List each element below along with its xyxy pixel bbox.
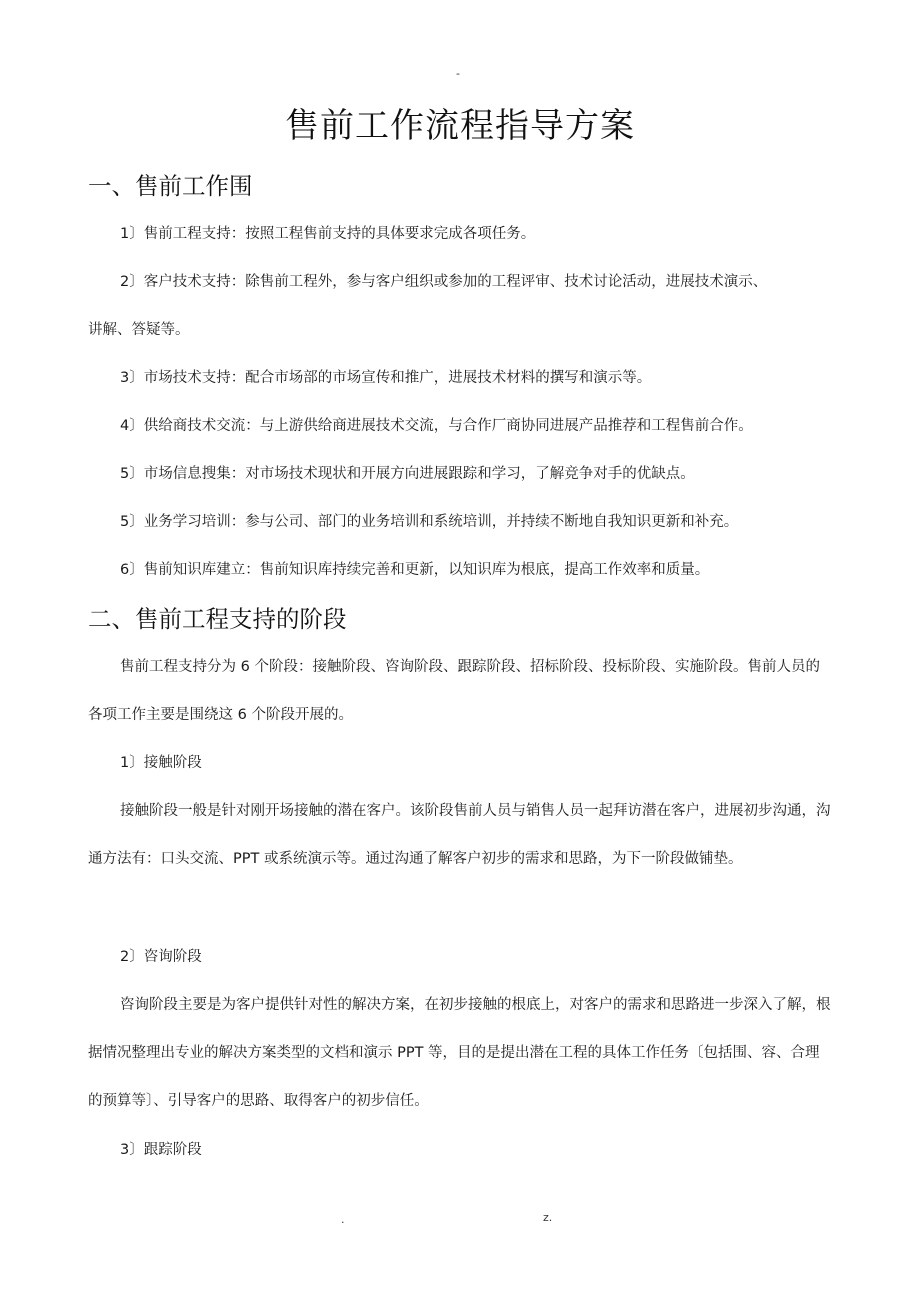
section-2-heading: 二、售前工程支持的阶段: [88, 605, 347, 633]
list-item: 5〕市场信息搜集：对市场技术现状和开展方向进展跟踪和学习，了解竞争对手的优缺点。: [120, 466, 695, 482]
stage-2-title: 2〕咨询阶段: [120, 949, 202, 965]
list-item: 4〕供给商技术交流：与上游供给商进展技术交流，与合作厂商协同进展产品推荐和工程售前合作。: [120, 418, 753, 434]
list-item-continuation: 讲解、答疑等。: [88, 322, 190, 338]
list-item: 1〕售前工程支持：按照工程售前支持的具体要求完成各项任务。: [120, 226, 536, 242]
section-2-intro: 售前工程支持分为 6 个阶段：接触阶段、咨询阶段、跟踪阶段、招标阶段、投标阶段、实施阶段。售前人员的各项工作主要是围绕这 6 个阶段开展的。: [88, 659, 820, 723]
stage-2-text: 咨询阶段主要是为客户提供针对性的解决方案，在初步接触的根底上，对客户的需求和思路进一步深入了解，根据情况整理出专业的解决方案类型的文档和演示 PPT 等，目的是提出潜在工程的具体工作任务〔包括围、容、合理的预算等〕、引导客户的思路、取得客户的初步信任。: [88, 997, 831, 1109]
list-item: 2〕客户技术支持：除售前工程外，参与客户组织或参加的工程评审、技术讨论活动，进展技术演示、: [120, 274, 768, 290]
list-item: 5〕业务学习培训：参与公司、部门的业务培训和系统培训，并持续不断地自我知识更新和补充。: [120, 514, 739, 530]
page-header-mark: -: [456, 67, 460, 80]
document-title: 售前工作流程指导方案: [285, 106, 635, 146]
list-item: 3〕市场技术支持：配合市场部的市场宣传和推广，进展技术材料的撰写和演示等。: [120, 370, 652, 386]
section-1-heading: 一、售前工作围: [88, 172, 253, 200]
page-footer-left-mark: .: [341, 1213, 345, 1226]
stage-3-title: 3〕跟踪阶段: [120, 1142, 202, 1158]
stage-1-text: 接触阶段一般是针对刚开场接触的潜在客户。该阶段售前人员与销售人员一起拜访潜在客户，进展初步沟通，沟通方法有：口头交流、PPT 或系统演示等。通过沟通了解客户初步的需求和思路，为下一阶段做铺垫。: [88, 803, 831, 867]
page-footer-right-mark: z.: [543, 1211, 553, 1224]
stage-1-title: 1〕接触阶段: [120, 755, 202, 771]
list-item: 6〕售前知识库建立：售前知识库持续完善和更新，以知识库为根底，提高工作效率和质量。: [120, 562, 710, 578]
